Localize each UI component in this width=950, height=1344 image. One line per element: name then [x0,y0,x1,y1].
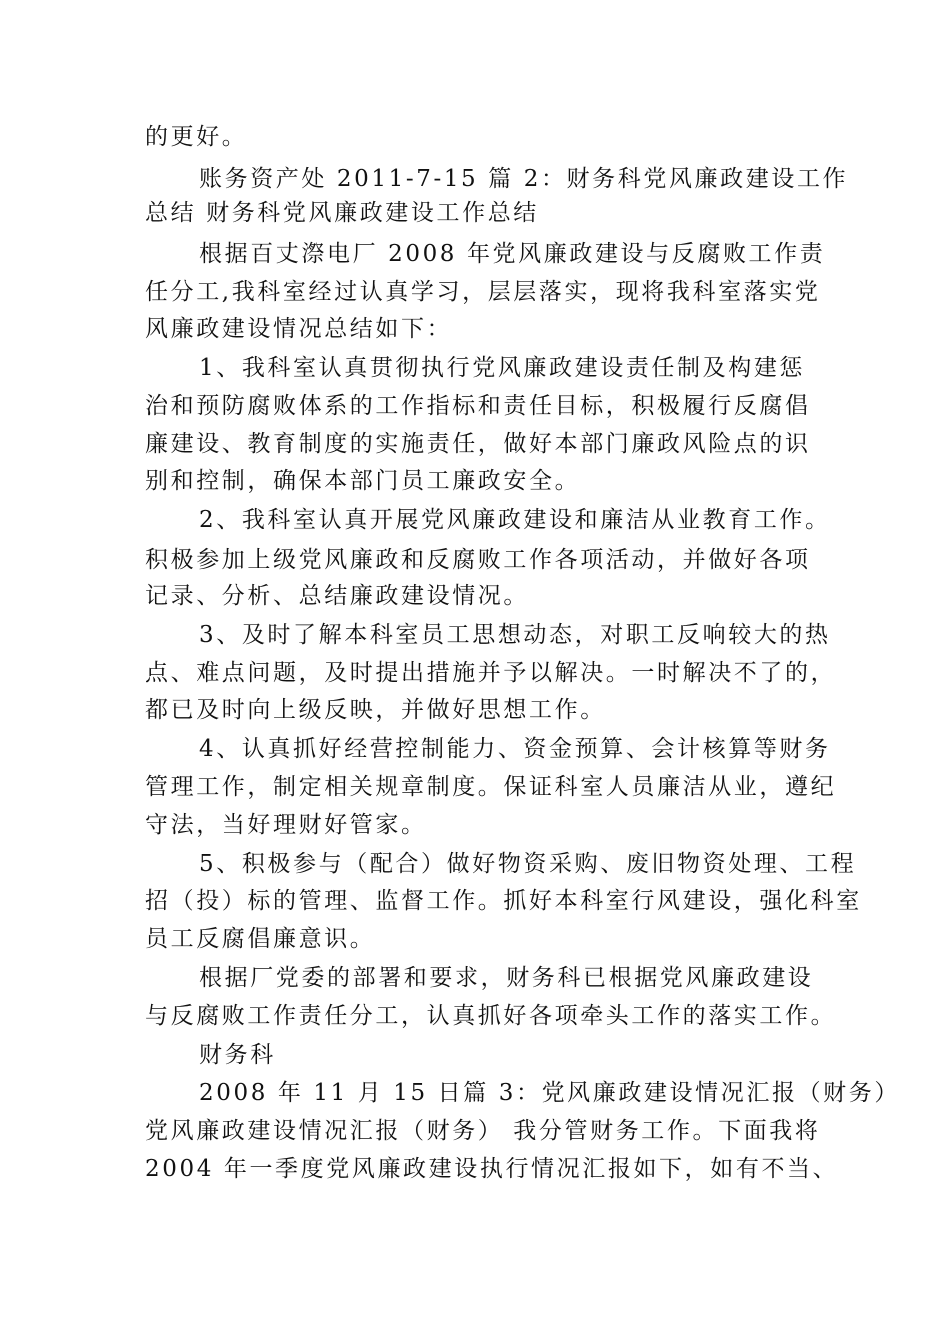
text-line: 账务资产处 2011-7-15 篇 2：财务科党风廉政建设工作 [199,166,849,192]
text-line: 2、我科室认真开展党风廉政建设和廉洁从业教育工作。 [199,507,831,533]
text-line: 员工反腐倡廉意识。 [145,926,376,952]
text-line: 5、积极参与（配合）做好物资采购、废旧物资处理、工程 [199,851,857,877]
text-line: 积极参加上级党风廉政和反腐败工作各项活动，并做好各项 [145,547,811,573]
text-line: 记录、分析、总结廉政建设情况。 [145,583,529,609]
text-line: 党风廉政建设情况汇报（财务） 我分管财务工作。下面我将 [145,1118,821,1144]
text-line: 的更好。 [145,124,248,150]
text-line: 治和预防腐败体系的工作指标和责任目标，积极履行反腐倡 [145,393,811,419]
text-line: 任分工,我科室经过认真学习，层层落实，现将我科室落实党 [145,279,821,305]
text-line: 点、难点问题，及时提出措施并予以解决。一时解决不了的， [145,660,837,686]
text-line: 都已及时向上级反映，并做好思想工作。 [145,697,606,723]
text-line: 2008 年 11 月 15 日篇 3：党风廉政建设情况汇报（财务） [199,1080,900,1106]
text-line: 3、及时了解本科室员工思想动态，对职工反响较大的热 [199,622,831,648]
text-line: 4、认真抓好经营控制能力、资金预算、会计核算等财务 [199,736,831,762]
text-line: 财务科 [199,1042,276,1068]
text-line: 管理工作，制定相关规章制度。保证科室人员廉洁从业，遵纪 [145,774,837,800]
text-line: 1、我科室认真贯彻执行党风廉政建设责任制及构建惩 [199,355,806,381]
text-line: 风廉政建设情况总结如下： [145,316,453,342]
text-line: 总结 财务科党风廉政建设工作总结 [145,200,539,226]
text-line: 守法，当好理财好管家。 [145,812,427,838]
text-line: 根据厂党委的部署和要求，财务科已根据党风廉政建设 [199,965,814,991]
text-line: 廉建设、教育制度的实施责任，做好本部门廉政风险点的识 [145,431,811,457]
text-line: 招（投）标的管理、监督工作。抓好本科室行风建设，强化科室 [145,888,862,914]
text-line: 根据百丈漈电厂 2008 年党风廉政建设与反腐败工作责 [199,241,826,267]
text-line: 别和控制，确保本部门员工廉政安全。 [145,468,581,494]
text-line: 2004 年一季度党风廉政建设执行情况汇报如下，如有不当、 [145,1156,839,1182]
text-line: 与反腐败工作责任分工，认真抓好各项牵头工作的落实工作。 [145,1003,837,1029]
